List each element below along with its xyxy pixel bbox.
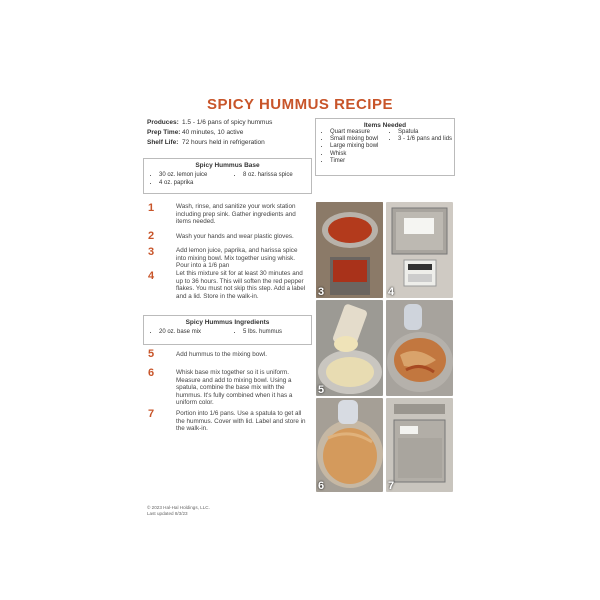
list-item: • Whisk bbox=[330, 151, 400, 158]
list-item: • 3 - 1/6 pans and lids bbox=[398, 136, 466, 143]
photo-step-5 bbox=[316, 300, 383, 396]
list-item: • 30 oz. lemon juice bbox=[159, 172, 207, 180]
list-item: • 5 lbs. hummus bbox=[243, 329, 282, 337]
ingredients-list-1 bbox=[148, 329, 201, 337]
last-updated-text: Last updated 8/3/23 bbox=[147, 511, 188, 516]
base-box bbox=[143, 158, 312, 194]
photo-number: 4 bbox=[388, 286, 395, 298]
photo-number: 7 bbox=[388, 480, 395, 492]
recipe-info bbox=[147, 118, 307, 148]
sauce-pan-image bbox=[316, 202, 383, 298]
copyright-text: © 2023 Hal-Hal Holdings, LLC. bbox=[147, 505, 210, 510]
list-item: • 8 oz. harissa spice bbox=[243, 172, 293, 180]
photo-step-6a bbox=[386, 300, 453, 396]
step-text: Add hummus to the mixing bowl. bbox=[176, 351, 267, 358]
photo-number: 6 bbox=[318, 480, 325, 492]
step-number: 7 bbox=[148, 408, 155, 420]
footer bbox=[147, 505, 210, 517]
base-list-2 bbox=[232, 172, 293, 180]
step-text: Wash your hands and wear plastic gloves. bbox=[176, 233, 294, 240]
step-text: Wash, rinse, and sanitize your work station including prep sink. Gather ingredients and items needed. bbox=[176, 203, 296, 226]
ingredients-box bbox=[143, 315, 312, 345]
list-item: • Timer bbox=[330, 158, 400, 165]
items-needed-list-2 bbox=[386, 129, 466, 143]
info-prep-time: Prep Time: 40 minutes, 10 active bbox=[147, 129, 244, 136]
labeled-pan-image bbox=[386, 202, 453, 298]
photo-number: 5 bbox=[318, 384, 325, 396]
list-item: • Quart measure bbox=[330, 129, 400, 136]
photo-number: 3 bbox=[318, 286, 325, 298]
step-number: 1 bbox=[148, 202, 155, 214]
list-item: • 20 oz. base mix bbox=[159, 329, 201, 337]
photo-step-6 bbox=[316, 398, 383, 492]
photo-step-4 bbox=[386, 202, 453, 298]
info-shelf-life: Shelf Life: 72 hours held in refrigeration bbox=[147, 139, 265, 146]
ingredients-title: Spicy Hummus Ingredients bbox=[185, 319, 270, 326]
items-needed-box bbox=[315, 118, 455, 176]
page-title: SPICY HUMMUS RECIPE bbox=[207, 96, 393, 113]
list-item: • Large mixing bowl bbox=[330, 143, 400, 150]
step-text: Let this mixture sit for at least 30 minutes and up to 36 hours. This will soften the red pepper flakes. You must not skip this step. Add a label and a lid. Store in the walk-in. bbox=[176, 270, 306, 300]
step-text: Whisk base mix together so it is uniform. Measure and add to mixing bowl. Using a spatula, combine the base mix with the hummus. It's fully combined when it has a uniform color. bbox=[176, 369, 293, 407]
step-number: 5 bbox=[148, 348, 155, 360]
photo-step-3 bbox=[316, 202, 383, 298]
whisked-hummus-image bbox=[316, 398, 383, 492]
info-produces: Produces: 1.5 - 1/6 pans of spicy hummus bbox=[147, 119, 273, 126]
base-list-1 bbox=[148, 172, 207, 187]
step-number: 3 bbox=[148, 246, 155, 258]
list-item: • 4 oz. paprika bbox=[159, 180, 207, 188]
mixing-bowl-image bbox=[386, 300, 453, 396]
portioned-pan-image bbox=[386, 398, 453, 492]
list-item: • Small mixing bowl bbox=[330, 136, 400, 143]
hummus-bowl-image bbox=[316, 300, 383, 396]
ingredients-list-2 bbox=[232, 329, 282, 337]
list-item: • Spatula bbox=[398, 129, 466, 136]
step-number: 2 bbox=[148, 230, 155, 242]
base-title: Spicy Hummus Base bbox=[195, 162, 260, 169]
photo-step-7 bbox=[386, 398, 453, 492]
step-text: Add lemon juice, paprika, and harissa spice into mixing bowl. Mix together using whisk. Pour into a 1/6 pan bbox=[176, 247, 298, 270]
step-text: Portion into 1/6 pans. Use a spatula to get all the hummus. Cover with lid. Label and store in the walk-in. bbox=[176, 410, 306, 433]
step-number: 6 bbox=[148, 367, 155, 379]
step-number: 4 bbox=[148, 270, 155, 282]
items-needed-title: Items Needed bbox=[363, 122, 407, 129]
